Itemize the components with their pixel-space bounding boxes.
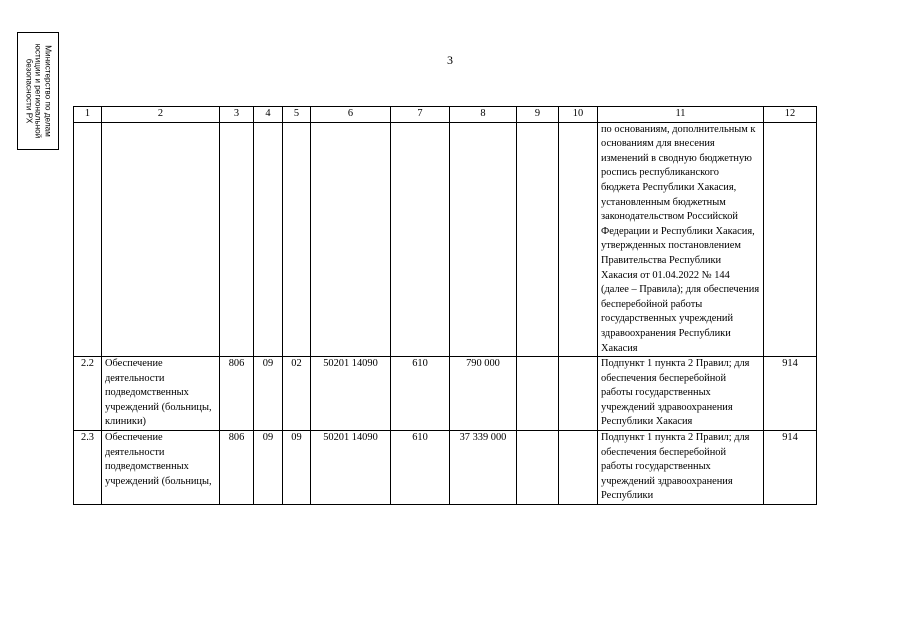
continuation-row — [74, 122, 817, 357]
table-cell: 50201 14090 — [311, 431, 391, 505]
stamp-line: юстиции и региональной — [33, 43, 43, 139]
row-description: Обеспечение деятельности подведомственных учреждений (больницы, клиники) — [102, 357, 220, 431]
stamp-line: безопасности РХ — [24, 58, 34, 124]
table-cell — [450, 122, 517, 357]
column-header: 11 — [598, 107, 764, 123]
table-cell — [220, 122, 254, 357]
column-header: 4 — [254, 107, 283, 123]
column-header: 6 — [311, 107, 391, 123]
table-cell — [559, 431, 598, 505]
column-header: 2 — [102, 107, 220, 123]
column-header: 1 — [74, 107, 102, 123]
table-cell — [517, 122, 559, 357]
table-cell — [764, 122, 817, 357]
table-cell — [102, 122, 220, 357]
registration-stamp — [17, 32, 59, 150]
table-cell: 914 — [764, 357, 817, 431]
stamp-line: Министерство по делам — [43, 45, 53, 137]
table-cell — [74, 122, 102, 357]
table-cell — [517, 431, 559, 505]
table-cell: 02 — [283, 357, 311, 431]
table-row — [74, 357, 817, 431]
page-number: 3 — [447, 53, 453, 67]
table-cell — [559, 122, 598, 357]
table-cell: 09 — [254, 431, 283, 505]
stamp-text — [24, 35, 53, 147]
table-cell: 806 — [220, 357, 254, 431]
table-cell: 610 — [391, 431, 450, 505]
table-cell: 610 — [391, 357, 450, 431]
table-cell: 50201 14090 — [311, 357, 391, 431]
basis-cell: Подпункт 1 пункта 2 Правил; для обеспечения бесперебойной работы государственных учреждений здравоохранения Республики — [598, 431, 764, 505]
table-cell: 914 — [764, 431, 817, 505]
table-cell — [254, 122, 283, 357]
amount-cell: 37 339 000 — [450, 431, 517, 505]
table-cell — [559, 357, 598, 431]
budget-table — [73, 106, 817, 505]
table-cell — [283, 122, 311, 357]
column-header: 9 — [517, 107, 559, 123]
column-header: 8 — [450, 107, 517, 123]
column-header: 10 — [559, 107, 598, 123]
row-description: Обеспечение деятельности подведомственных учреждений (больницы, — [102, 431, 220, 505]
column-header: 12 — [764, 107, 817, 123]
amount-cell: 790 000 — [450, 357, 517, 431]
table-cell: 09 — [254, 357, 283, 431]
table-header-row — [74, 107, 817, 123]
column-header: 3 — [220, 107, 254, 123]
basis-cell: Подпункт 1 пункта 2 Правил; для обеспечения бесперебойной работы государственных учреждений здравоохранения Республики Хакасия — [598, 357, 764, 431]
row-number: 2.3 — [74, 431, 102, 505]
column-header: 7 — [391, 107, 450, 123]
table-row — [74, 431, 817, 505]
table-cell: 806 — [220, 431, 254, 505]
basis-cell: по основаниям, дополнительным к основаниям для внесения изменений в сводную бюджетную роспись республиканского бюджета Республики Хакасия, установленным бюджетным законодательством Российской Федерации и Республики Хакасия, утвержденных постановлением Правительства Республики Хакасия от 01.04.2022 № 144 (далее – Правила); для обеспечения бесперебойной работы государственных учреждений здравоохранения Республики Хакасия — [598, 122, 764, 357]
table-cell — [311, 122, 391, 357]
table-cell — [391, 122, 450, 357]
table-cell: 09 — [283, 431, 311, 505]
column-header: 5 — [283, 107, 311, 123]
row-number: 2.2 — [74, 357, 102, 431]
table-cell — [517, 357, 559, 431]
